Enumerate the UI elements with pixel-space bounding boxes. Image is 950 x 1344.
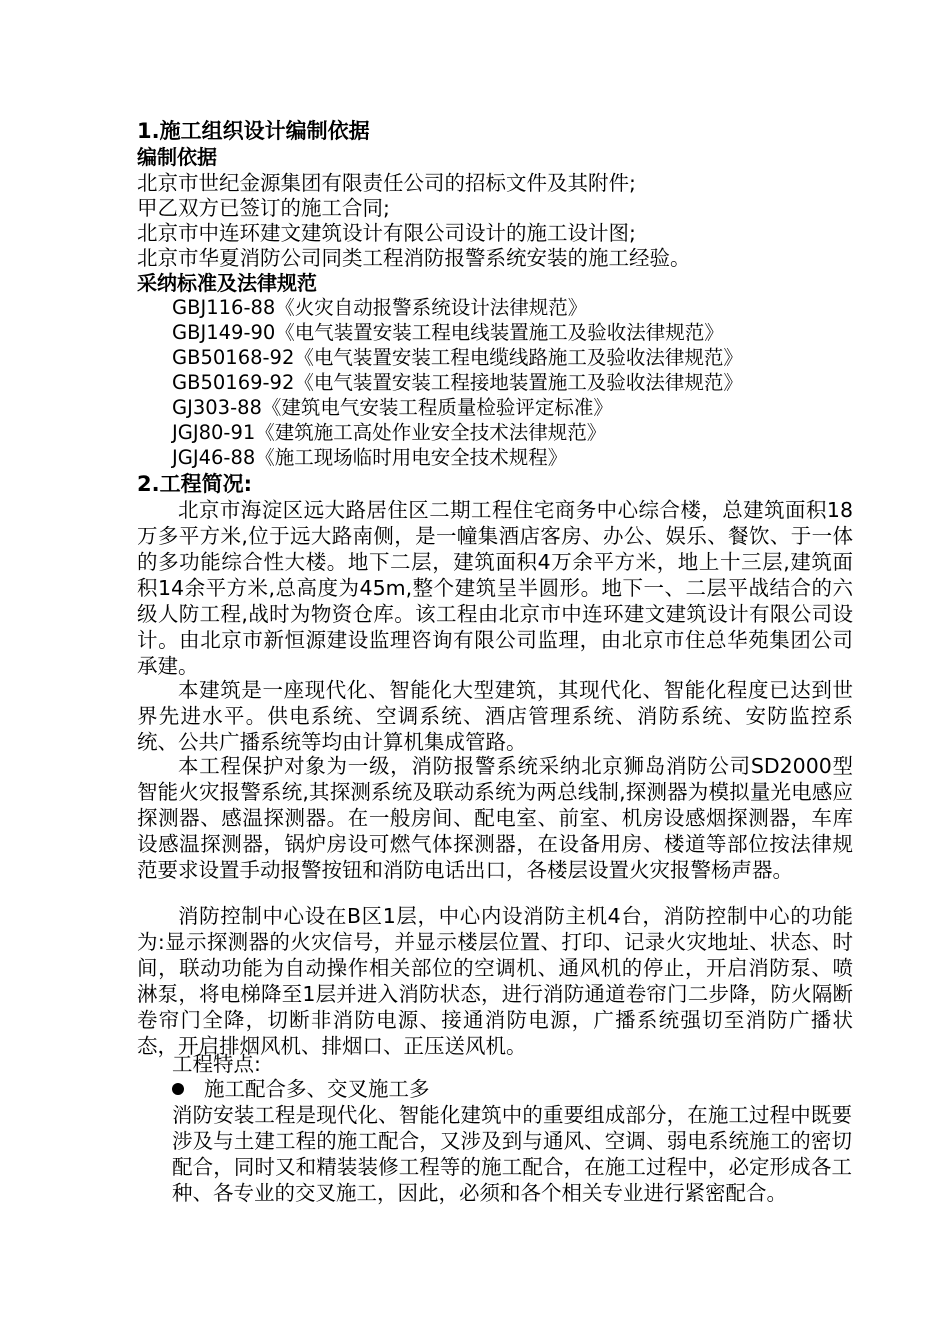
basis-item: 甲乙双方已签订的施工合同; — [137, 196, 390, 220]
standard-item: GJ303-88《建筑电气安装工程质量检验评定标准》 — [172, 396, 613, 419]
features-label: 工程特点: — [172, 1052, 261, 1076]
standard-item: GB50168-92《电气装置安装工程电缆线路施工及验收法律规范》 — [172, 346, 743, 369]
standards-heading: 采纳标准及法律规范 — [137, 271, 317, 295]
basis-item: 北京市世纪金源集团有限责任公司的招标文件及其附件; — [137, 171, 636, 195]
overview-paragraph: 消防控制中心设在B区1层，中心内设消防主机4台，消防控制中心的功能为:显示探测器的火灾信号，并显示楼层位置、打印、记录火灾地址、状态、时间，联动功能为自动操作相关部位的空调机、通风机的停止，开启消防泵、喷淋泵，将电梯降至1层并进入消防状态，进行消防通道卷帘门二步降，防火隔断卷帘门全降，切断非消防电源、接通消防电源，广播系统强切至消防广播状态，开启排烟风机、排烟口、正压送风机。 — [137, 904, 853, 1058]
standard-item: GB50169-92《电气装置安装工程接地装置施工及验收法律规范》 — [172, 371, 743, 394]
overview-paragraph: 本工程保护对象为一级，消防报警系统采纳北京狮岛消防公司SD2000型智能火灾报警系统,其探测系统及联动系统为两总线制,探测器为模拟量光电感应探测器、感温探测器。在一般房间、配电室、前室、机房设感烟探测器，车库设感温探测器，锅炉房设可燃气体探测器，在设备用房、楼道等部位按法律规范要求设置手动报警按钮和消防电话出口，各楼层设置火灾报警杨声器。 — [137, 754, 853, 882]
standard-item: GBJ149-90《电气装置安装工程电线装置施工及验收法律规范》 — [172, 321, 724, 344]
feature-bullet — [172, 1076, 430, 1102]
standard-item: GBJ116-88《火灾自动报警系统设计法律规范》 — [172, 296, 588, 319]
overview-paragraph: 本建筑是一座现代化、智能化大型建筑，其现代化、智能化程度已达到世界先进水平。供电系统、空调系统、酒店管理系统、消防系统、安防监控系统、公共广播系统等均由计算机集成管路。 — [137, 678, 853, 754]
section-1-title: 1.施工组织设计编制依据 — [137, 119, 370, 143]
basis-item: 北京市中连环建文建筑设计有限公司设计的施工设计图; — [137, 221, 636, 245]
standard-item: JGJ80-91《建筑施工高处作业安全技术法律规范》 — [172, 421, 607, 444]
section-2-title: 2.工程简况: — [137, 472, 252, 496]
overview-paragraph: 北京市海淀区远大路居住区二期工程住宅商务中心综合楼，总建筑面积18万多平方米,位于远大路南侧，是一幢集酒店客房、办公、娱乐、餐饮、于一体的多功能综合性大楼。地下二层，建筑面积4万余平方米，地上十三层,建筑面积14余平方米,总高度为45m,整个建筑呈半圆形。地下一、二层平战结合的六级人防工程,战时为物资仓库。该工程由北京市中连环建文建筑设计有限公司设计。由北京市新恒源建设监理咨询有限公司监理，由北京市住总华苑集团公司承建。 — [137, 498, 853, 678]
bullet-dot-icon — [172, 1083, 184, 1095]
basis-heading: 编制依据 — [137, 145, 217, 169]
basis-item: 北京市华夏消防公司同类工程消防报警系统安装的施工经验。 — [137, 246, 691, 270]
feature-paragraph: 消防安装工程是现代化、智能化建筑中的重要组成部分，在施工过程中既要涉及与土建工程的施工配合，又涉及到与通风、空调、弱电系统施工的密切配合，同时又和精装装修工程等的施工配合，在施工过程中，必定形成各工种、各专业的交叉施工，因此，必须和各个相关专业进行紧密配合。 — [172, 1103, 852, 1205]
feature-bullet-text: 施工配合多、交叉施工多 — [204, 1077, 430, 1101]
standard-item: JGJ46-88《施工现场临时用电安全技术规程》 — [172, 446, 568, 469]
